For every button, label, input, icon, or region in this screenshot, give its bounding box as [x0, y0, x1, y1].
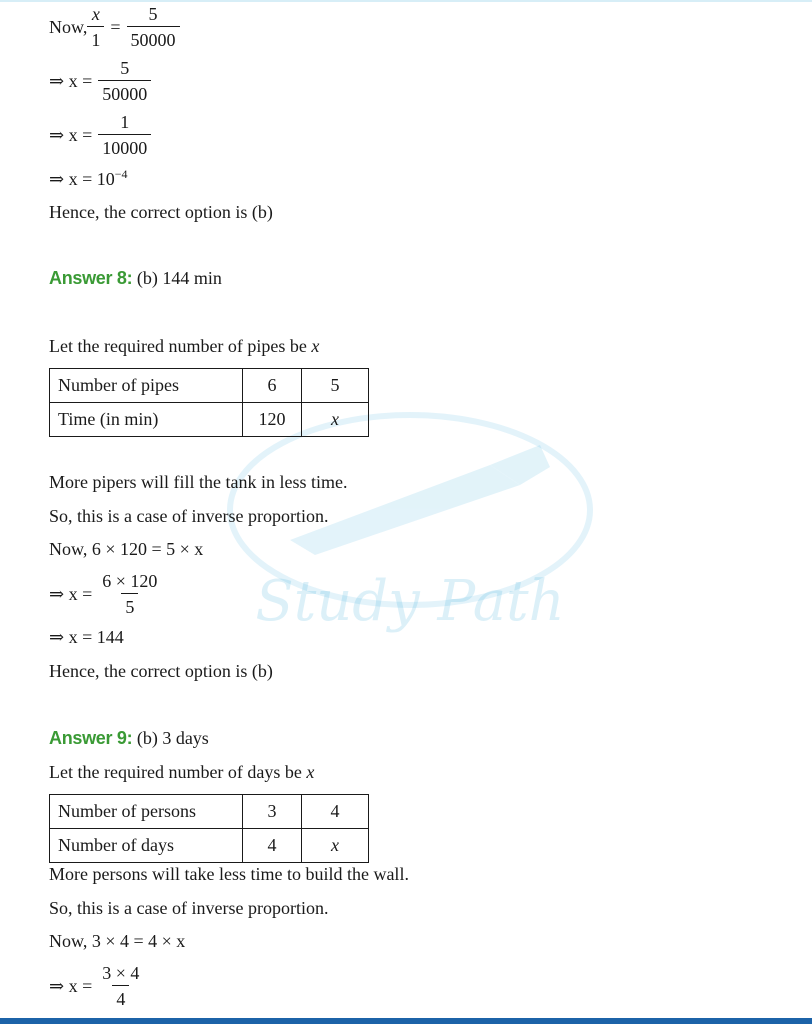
eq1-rhs-num: 5	[148, 4, 158, 24]
eq3-num: 1	[120, 112, 130, 132]
answer-9-intro	[49, 762, 314, 783]
eq1-rhs-fraction	[127, 2, 180, 53]
table-cell: 4	[302, 795, 369, 829]
eq4-exponent: −4	[114, 167, 128, 181]
pipes-table	[49, 368, 369, 437]
answer-9-heading	[49, 728, 209, 749]
answer-9-line-2: So, this is a case of inverse proportion.	[49, 898, 329, 918]
answer-8-line-2: So, this is a case of inverse proportion.	[49, 506, 329, 526]
answer-8-frac-num: 6 × 120	[102, 571, 158, 591]
table-cell: 120	[243, 403, 302, 437]
equation-4	[49, 167, 128, 190]
watermark-text: Study Path	[255, 569, 565, 634]
answer-8-heading	[49, 268, 222, 289]
persons-table	[49, 794, 369, 863]
table-cell: 5	[302, 369, 369, 403]
answer-8-intro	[49, 336, 319, 357]
answer-8-label: Answer 8:	[49, 268, 133, 288]
answer-9-fraction-eq	[49, 961, 143, 1012]
eq2-lead: ⇒ x =	[49, 71, 93, 91]
eq3-den: 10000	[98, 134, 151, 161]
table-row	[50, 403, 369, 437]
eq1-rhs-den: 50000	[127, 26, 180, 53]
table-cell: 4	[243, 829, 302, 863]
table-cell: Time (in min)	[50, 403, 243, 437]
eq4-lead: ⇒ x = 10	[49, 169, 115, 189]
top-conclusion: Hence, the correct option is (b)	[49, 202, 273, 222]
answer-8-fraction	[98, 569, 161, 620]
table-cell: Number of pipes	[50, 369, 243, 403]
eq3-lead: ⇒ x =	[49, 125, 93, 145]
equation-1	[49, 2, 180, 53]
answer-8-fraction-eq	[49, 569, 161, 620]
equation-2	[49, 56, 151, 107]
table-cell: x	[302, 829, 369, 863]
answer-8-result: ⇒ x = 144	[49, 627, 124, 647]
eq1-lhs-den: 1	[87, 26, 104, 53]
answer-9-label: Answer 9:	[49, 728, 133, 748]
answer-8-frac-lead: ⇒ x =	[49, 584, 93, 604]
bottom-brand-bar	[0, 1018, 812, 1024]
answer-8-intro-var: x	[311, 336, 320, 356]
table-cell: Number of days	[50, 829, 243, 863]
eq2-num: 5	[120, 58, 130, 78]
answer-9-line-3: Now, 3 × 4 = 4 × x	[49, 931, 186, 951]
table-row	[50, 829, 369, 863]
table-row	[50, 369, 369, 403]
table-row	[50, 795, 369, 829]
equation-3	[49, 110, 151, 161]
eq3-fraction	[98, 110, 151, 161]
eq2-den: 50000	[98, 80, 151, 107]
answer-8-conclusion: Hence, the correct option is (b)	[49, 661, 273, 681]
answer-9-line-1: More persons will take less time to build the wall.	[49, 864, 409, 884]
answer-9-frac-den: 4	[112, 985, 129, 1012]
table-cell: 3	[243, 795, 302, 829]
answer-9-frac-num: 3 × 4	[102, 963, 140, 983]
eq1-lead: Now,	[49, 17, 88, 37]
answer-9-intro-text: Let the required number of days be	[49, 762, 302, 782]
table-cell: x	[302, 403, 369, 437]
answer-9-fraction	[98, 961, 143, 1012]
answer-8-line-1: More pipers will fill the tank in less time.	[49, 472, 348, 492]
eq2-fraction	[98, 56, 151, 107]
table-cell: Number of persons	[50, 795, 243, 829]
answer-8-line-3: Now, 6 × 120 = 5 × x	[49, 539, 204, 559]
answer-9-intro-var: x	[306, 762, 315, 782]
answer-8-intro-text: Let the required number of pipes be	[49, 336, 307, 356]
eq1-lhs-num: x	[91, 4, 100, 24]
answer-8-frac-den: 5	[121, 593, 138, 620]
answer-9-value: (b) 3 days	[136, 728, 209, 748]
eq1-lhs-fraction	[87, 2, 104, 53]
answer-8-value: (b) 144 min	[136, 268, 222, 288]
eq1-equals: =	[110, 17, 121, 37]
answer-9-frac-lead: ⇒ x =	[49, 976, 93, 996]
table-cell: 6	[243, 369, 302, 403]
